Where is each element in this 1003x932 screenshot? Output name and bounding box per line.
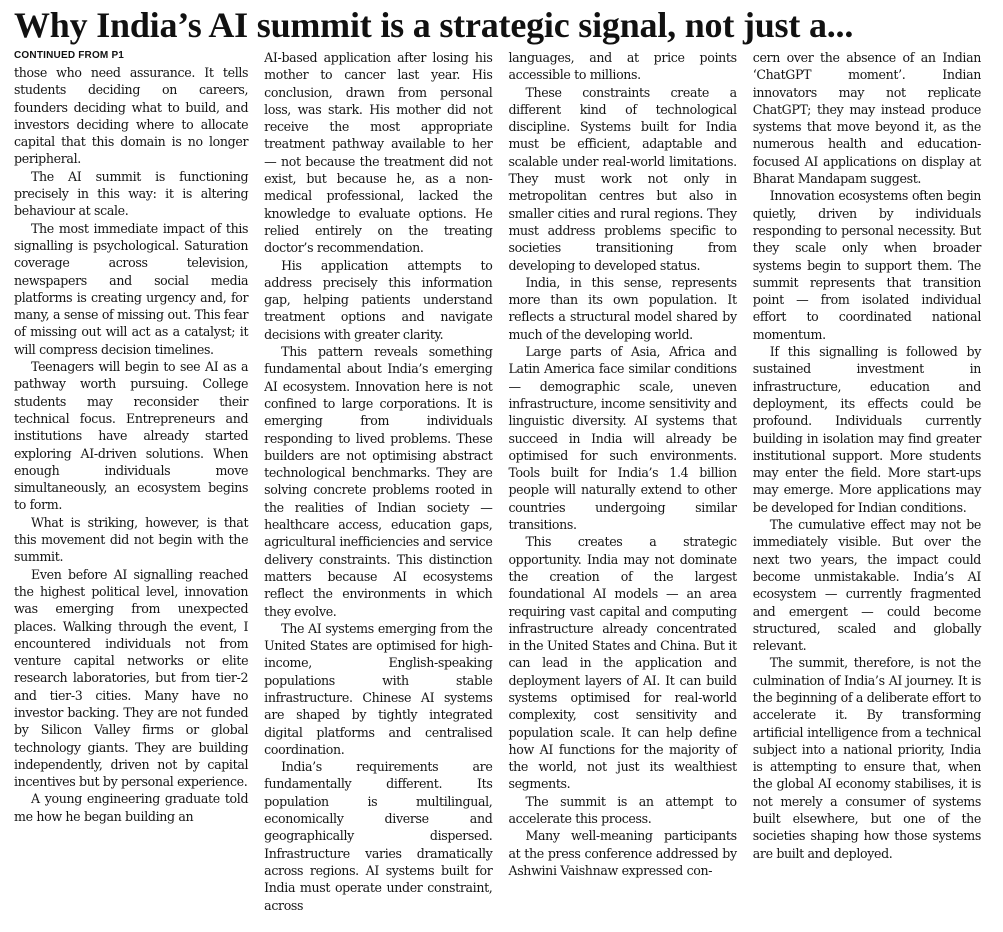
paragraph: What is striking, however, is that this movement did not begin with the summit. (14, 514, 249, 565)
paragraph: Even before AI signalling reached the highest political level, innovation was emerging from unexpected places. Walking through the event, I encountered individuals not from venture capital networks or elite research laboratories, but from tier-2 and tier-3 cities. Many have no investor backing. They are not funded by Silicon Valley firms or global technology giants. They are building independently, driven not by capital incentives but by personal experience. (14, 566, 249, 790)
paragraph: The AI summit is functioning precisely in this way: it is altering behaviour at scale. (14, 168, 249, 219)
column-1 (14, 49, 258, 929)
paragraph: those who need assurance. It tells students deciding on careers, founders deciding what to build, and investors deciding where to allocate capital that this domain is no longer peripheral. (14, 65, 249, 167)
paragraph: cern over the absence of an Indian ‘ChatGPT moment’. Indian innovators may not replicate ChatGPT; they may instead produce systems that move beyond it, as the numerous health and education-focused AI applications on display at Bharat Mandapam suggest. (752, 50, 982, 187)
paragraph: A young engineering graduate told me how he began building an (14, 791, 249, 824)
paragraph: languages, and at price points accessible to millions. (508, 50, 737, 83)
paragraph: Large parts of Asia, Africa and Latin America face similar conditions — demographic scale, uneven infrastructure, income sensitivity and linguistic diversity. AI systems that succeed in India will already be optimised for such environments. Tools built for India’s 1.4 billion people will naturally extend to other countries undergoing similar transitions. (508, 344, 737, 533)
paragraph: Teenagers will begin to see AI as a pathway worth pursuing. College students may reconsider their technical focus. Entrepreneurs and institutions have already started exploring AI-driven solutions. When enough individuals move simultaneously, an ecosystem begins to form. (14, 359, 249, 513)
paragraph: AI-based application after losing his mother to cancer last year. His conclusion, drawn from personal loss, was stark. His mother did not receive the most appropriate treatment pathway available to her — not because the treatment did not exist, but because he, as a non-medical professional, lacked the knowledge to evaluate options. He relied entirely on the treating doctor’s recommendation. (264, 50, 493, 256)
paragraph: This creates a strategic opportunity. India may not dominate the creation of the largest foundational AI models — an area requiring vast capital and computing infrastructure already concentrated in the United States and China. But it can lead in the application and deployment layers of AI. It can build systems optimised for real-world complexity, cost sensitivity and population scale. It can help define how AI functions for the majority of the world, not just its wealthiest segments. (508, 534, 737, 792)
paragraph: This pattern reveals something fundamental about India’s emerging AI ecosystem. Innovation here is not confined to large corporations. It is emerging from individuals responding to lived problems. These builders are not optimising abstract technological benchmarks. They are solving concrete problems rooted in the realities of Indian society — healthcare access, education gaps, agricultural inefficiencies and service delivery constraints. This distinction matters because AI ecosystems reflect the environments in which they evolve. (264, 344, 493, 619)
paragraph: These constraints create a different kind of technological discipline. Systems built for India must be efficient, adaptable and scalable under real-world limitations. They must work not only in metropolitan centres but also in smaller cities and rural regions. They must address problems specific to societies transitioning from developing to developed status. (508, 84, 737, 273)
paragraph: India’s requirements are fundamentally different. Its population is multilingual, economically diverse and geographically dispersed. Infrastructure varies dramatically across regions. AI systems built for India must operate under constraint, across (264, 759, 493, 913)
paragraph: Many well-meaning participants at the press conference addressed by Ashwini Vaishnaw expressed con- (508, 828, 737, 878)
article-body (14, 49, 991, 929)
paragraph: Innovation ecosystems often begin quietly, driven by individuals responding to personal necessity. But they scale only when broader systems begin to support them. The summit represents that transition point — from isolated individual effort to coordinated national momentum. (752, 188, 982, 342)
paragraph: India, in this sense, represents more than its own population. It reflects a structural model shared by much of the developing world. (508, 274, 737, 342)
paragraph: The summit, therefore, is not the culmination of India’s AI journey. It is the beginning of a deliberate effort to accelerate it. By transforming artificial intelligence from a technical subject into a national priority, India is attempting to ensure that, when the global AI economy stabilises, it is not merely a consumer of systems built elsewhere, but one of the societies shaping how those systems are built and deployed. (752, 655, 982, 861)
column-2 (258, 49, 502, 929)
continuation-kicker: CONTINUED FROM P1 (14, 50, 125, 61)
paragraph: The cumulative effect may not be immediately visible. But over the next two years, the impact could become unmistakable. India’s AI ecosystem — currently fragmented and emergent — could become structured, scaled and globally relevant. (752, 517, 982, 654)
paragraph: If this signalling is followed by sustained investment in infrastructure, education and deployment, its effects could be profound. Individuals currently building in isolation may find greater institutional support. More students may enter the field. More start-ups may emerge. More applications may be developed for Indian conditions. (752, 344, 982, 515)
column-3 (502, 49, 746, 929)
column-4 (747, 49, 991, 929)
paragraph: The summit is an attempt to accelerate this process. (508, 793, 737, 827)
paragraph: The AI systems emerging from the United States are optimised for high-income, English-speaking populations with stable infrastructure. Chinese AI systems are shaped by tightly integrated digital platforms and centralised coordination. (264, 620, 493, 757)
paragraph: The most immediate impact of this signalling is psychological. Saturation coverage across television, newspapers and social media platforms is creating urgency and, for many, a sense of missing out. This fear of missing out will act as a catalyst; it will compress decision timelines. (14, 220, 249, 357)
headline: Why India’s AI summit is a strategic signal, not just a... (14, 6, 854, 45)
paragraph: His application attempts to address precisely this information gap, helping patients understand treatment options and navigate decisions with greater clarity. (264, 257, 493, 342)
